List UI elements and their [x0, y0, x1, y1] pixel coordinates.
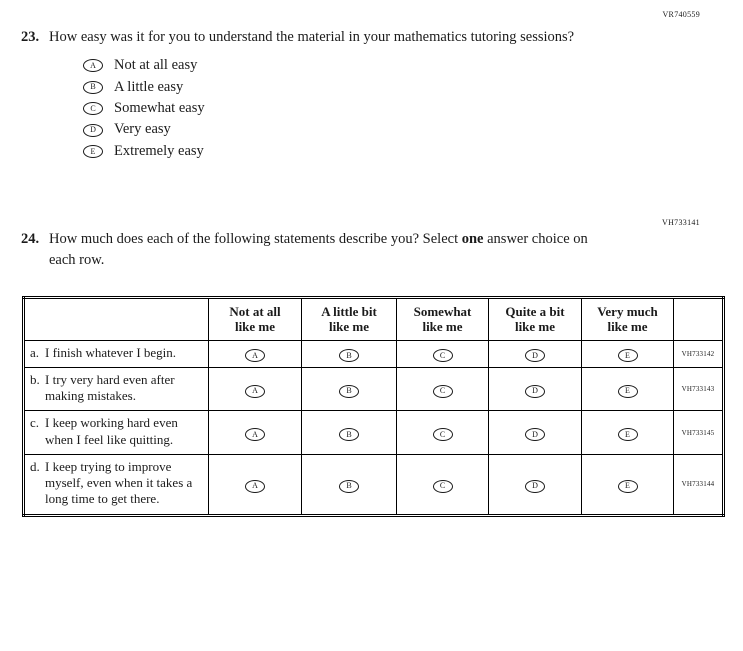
statement-cell-b	[24, 367, 209, 411]
answer-bubble-a-icon[interactable]: A	[83, 59, 103, 72]
answer-bubble-d-icon[interactable]: D	[525, 385, 545, 398]
answer-bubble-e-icon[interactable]: E	[83, 145, 103, 158]
answer-bubble-a-icon[interactable]: A	[245, 480, 265, 493]
answer-bubble-d-icon[interactable]: D	[525, 349, 545, 362]
header-somewhat: Somewhat like me	[397, 297, 489, 340]
form-code-top: VR740559	[662, 10, 700, 19]
question-23	[21, 27, 722, 47]
table-row-b	[24, 367, 724, 411]
header-a-little-bit: A little bit like me	[302, 297, 397, 340]
answer-bubble-e-icon[interactable]: E	[618, 428, 638, 441]
answer-bubble-b-icon[interactable]: B	[339, 428, 359, 441]
bold-word: one	[461, 231, 484, 248]
question-23-text: How easy was it for you to understand the material in your mathematics tutoring sessions?	[49, 29, 575, 45]
row-statement: I try very hard even after making mistakes.	[45, 371, 175, 403]
answer-bubble-c-icon[interactable]: C	[433, 480, 453, 493]
header-not-at-all: Not at all like me	[209, 297, 302, 340]
row-statement: I finish whatever I begin.	[45, 344, 177, 360]
q23-option-1[interactable]	[83, 57, 722, 74]
answer-bubble-d-icon[interactable]: D	[525, 480, 545, 493]
row-letter: c.	[30, 415, 40, 431]
statement-cell-d	[24, 454, 209, 515]
question-24-number: 24.	[21, 231, 40, 248]
option-label: A little easy	[114, 78, 184, 95]
row-letter: b.	[30, 371, 40, 387]
question-23-number: 23.	[21, 29, 40, 45]
answer-bubble-c-icon[interactable]: C	[433, 349, 453, 362]
question-23-options	[83, 57, 722, 160]
option-label: Extremely easy	[114, 142, 204, 159]
table-header-row	[24, 297, 724, 340]
answer-bubble-b-icon[interactable]: B	[83, 81, 103, 94]
form-code-q24: VH733141	[662, 218, 700, 228]
option-label: Very easy	[114, 121, 171, 138]
statement-cell-c	[24, 411, 209, 455]
answer-bubble-c-icon[interactable]: C	[83, 102, 103, 115]
answer-bubble-b-icon[interactable]: B	[339, 349, 359, 362]
table-row-d	[24, 454, 724, 515]
header-code-empty	[674, 297, 724, 340]
statement-cell-a	[24, 340, 209, 367]
row-code: VH733142	[674, 340, 724, 367]
table-row-c	[24, 411, 724, 455]
header-quite-a-bit: Quite a bit like me	[489, 297, 582, 340]
header-very-much: Very much like me	[582, 297, 674, 340]
answer-bubble-b-icon[interactable]: B	[339, 480, 359, 493]
row-statement: I keep working hard even when I feel like quitting.	[45, 415, 178, 447]
answer-bubble-a-icon[interactable]: A	[245, 428, 265, 441]
q23-option-5[interactable]	[83, 143, 722, 160]
row-code: VH733144	[674, 454, 724, 515]
row-statement: I keep trying to improve myself, even when it takes a long time to get there.	[45, 458, 193, 507]
row-letter: a.	[30, 344, 40, 360]
row-letter: d.	[30, 458, 40, 474]
row-code: VH733145	[674, 411, 724, 455]
question-24	[21, 229, 722, 270]
q24-answer-table	[22, 296, 725, 517]
answer-bubble-a-icon[interactable]: A	[245, 349, 265, 362]
answer-bubble-e-icon[interactable]: E	[618, 385, 638, 398]
option-label: Somewhat easy	[114, 100, 205, 117]
row-code: VH733143	[674, 367, 724, 411]
answer-bubble-a-icon[interactable]: A	[245, 385, 265, 398]
option-label: Not at all easy	[114, 57, 198, 74]
answer-bubble-b-icon[interactable]: B	[339, 385, 359, 398]
table-row-a	[24, 340, 724, 367]
answer-bubble-e-icon[interactable]: E	[618, 349, 638, 362]
q23-option-4[interactable]	[83, 121, 722, 138]
header-empty	[24, 297, 209, 340]
answer-bubble-d-icon[interactable]: D	[83, 124, 103, 137]
answer-bubble-e-icon[interactable]: E	[618, 480, 638, 493]
answer-bubble-d-icon[interactable]: D	[525, 428, 545, 441]
answer-bubble-c-icon[interactable]: C	[433, 428, 453, 441]
q23-option-2[interactable]	[83, 79, 722, 96]
answer-bubble-c-icon[interactable]: C	[433, 385, 453, 398]
q23-option-3[interactable]	[83, 100, 722, 117]
question-24-text: How much does each of the following statements describe you? Select one answer choice on each row.	[49, 231, 588, 268]
